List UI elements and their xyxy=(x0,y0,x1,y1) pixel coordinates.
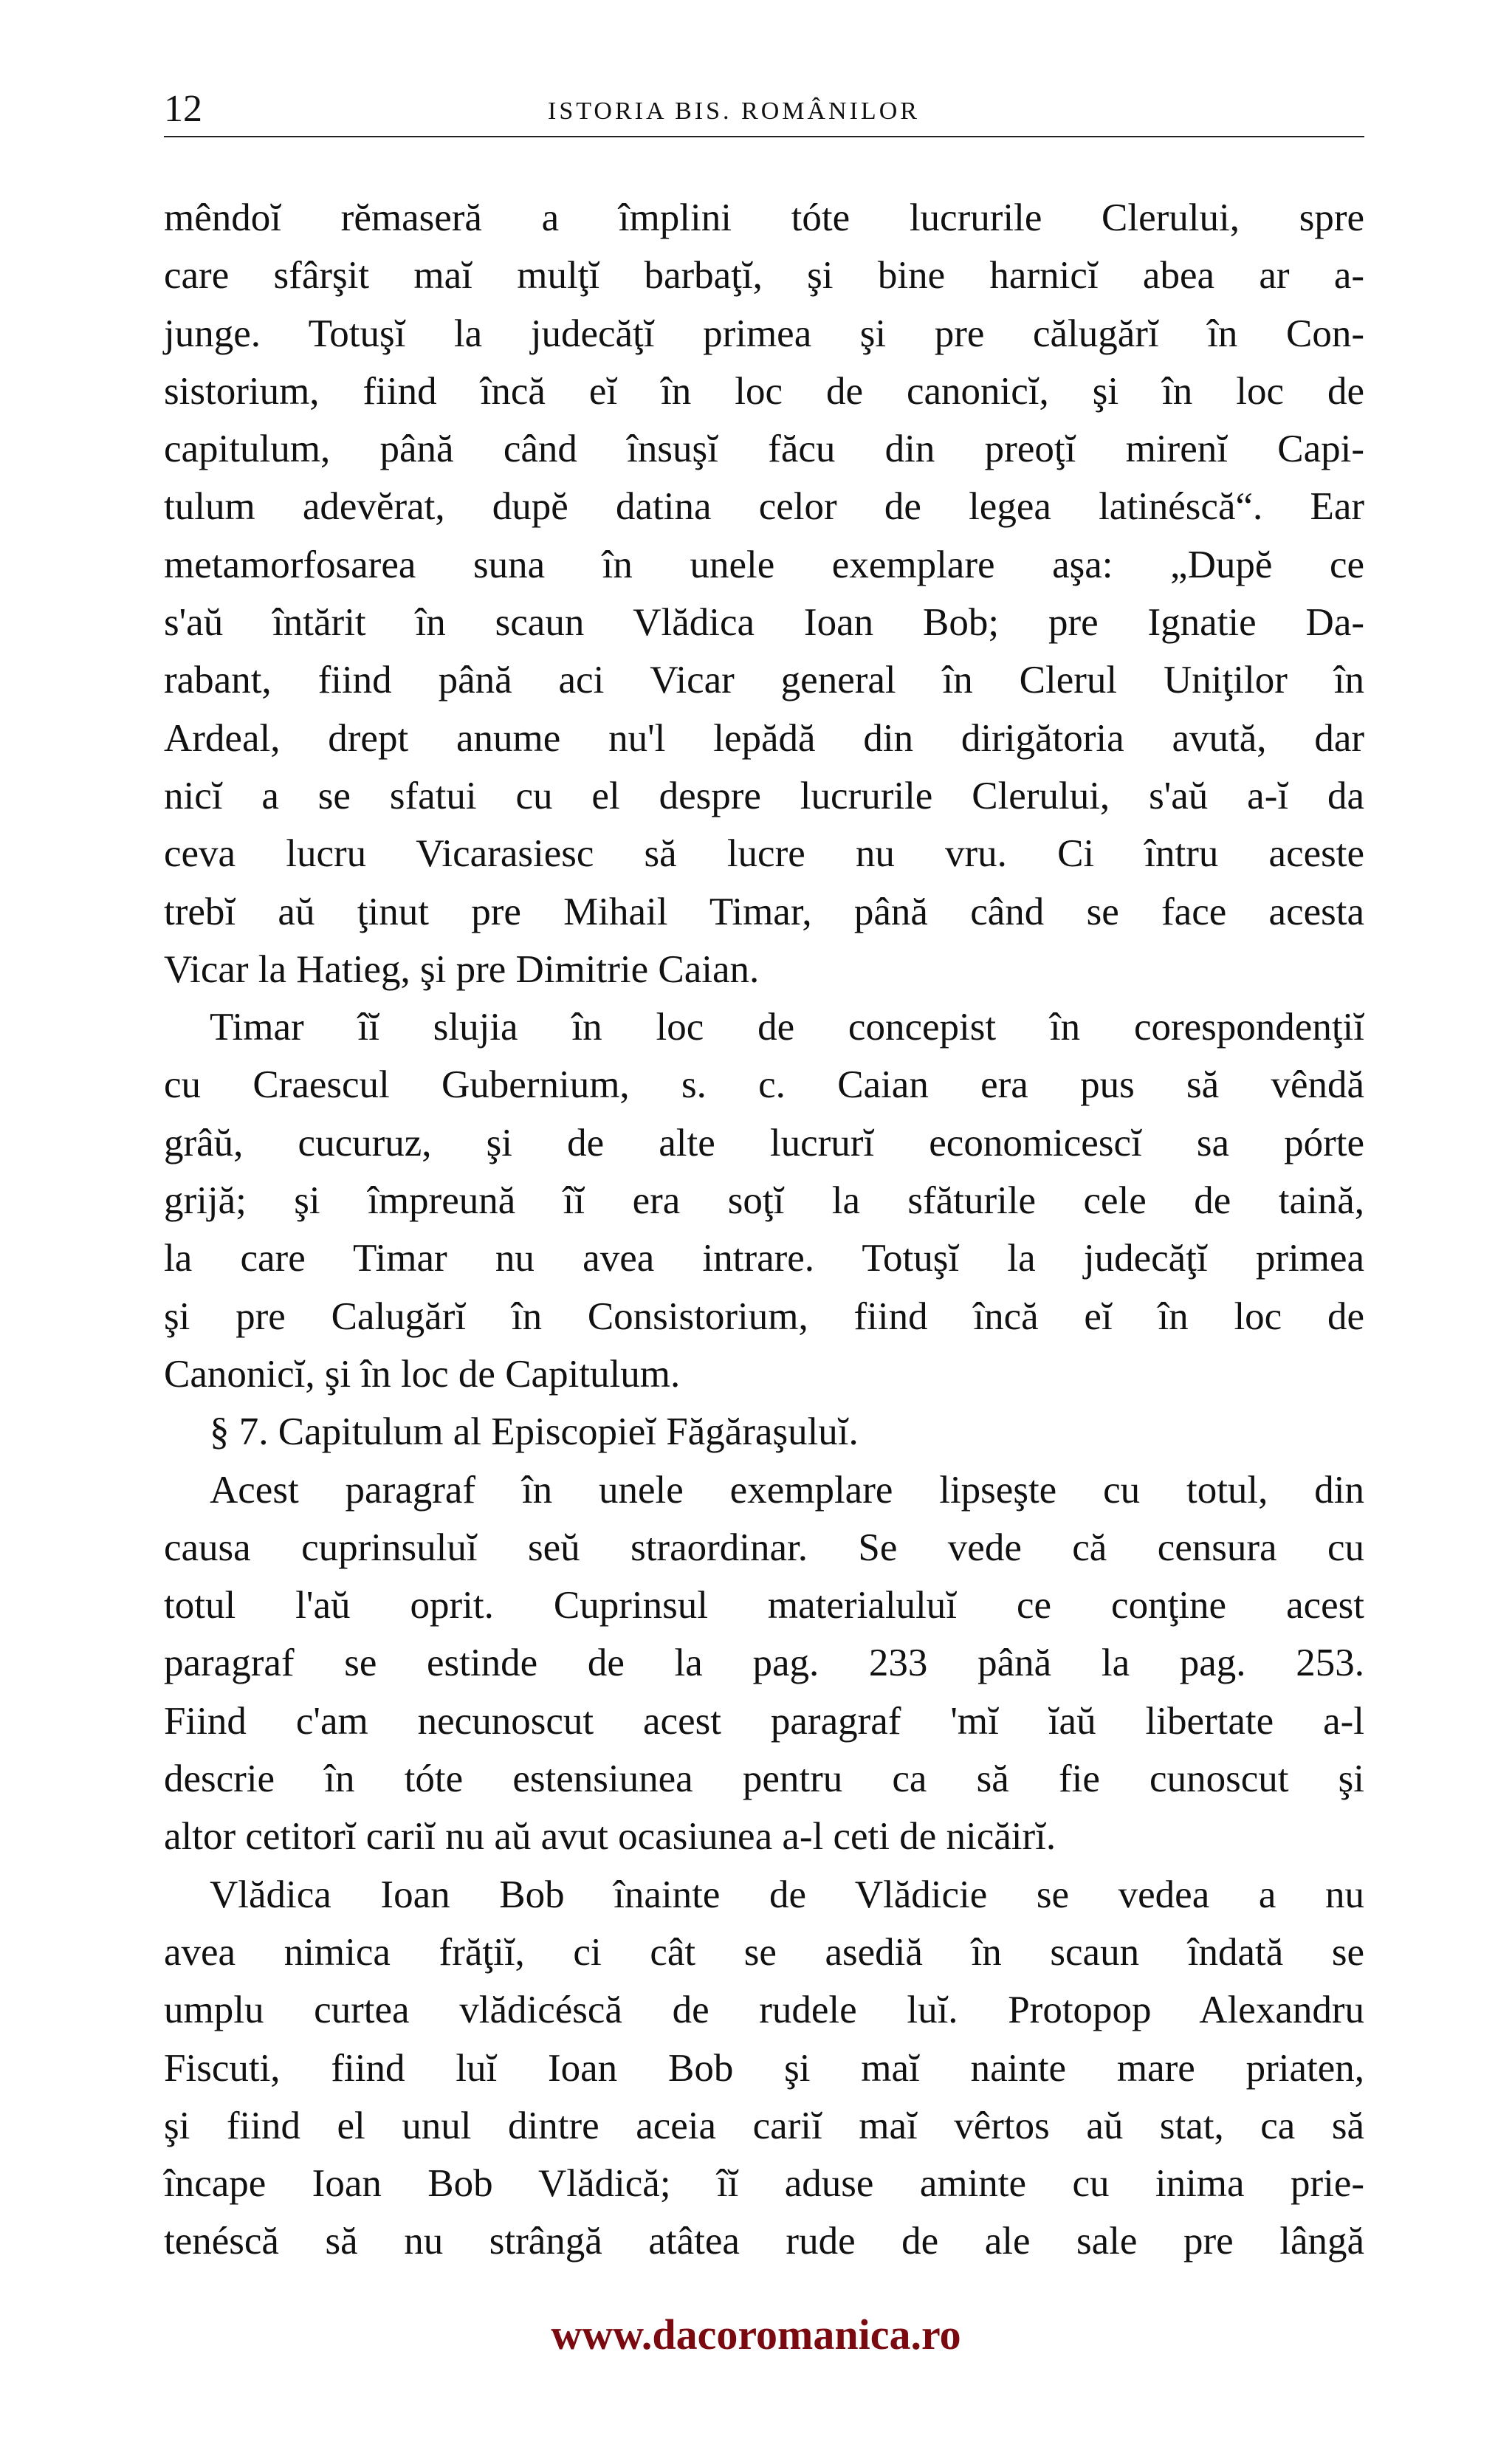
text-line: Vlădica Ioan Bob înainte de Vlădicie se vedea a nu xyxy=(210,1873,1364,1916)
body-text xyxy=(164,189,1364,2271)
section-heading: § 7. Capitulum al Episcopieĭ Făgăraşuluĭ. xyxy=(210,1410,859,1454)
text-line: şi fiind el unul dintre aceia cariĭ maĭ vêrtos aŭ stat, ca să xyxy=(164,2104,1364,2147)
text-line: paragraf se estinde de la pag. 233 până la pag. 253. xyxy=(164,1642,1364,1685)
text-line: care sfârşit maĭ mulţĭ barbaţĭ, şi bine harnicĭ abea ar a- xyxy=(164,254,1364,298)
text-line: şi pre Calugărĭ în Consistorium, fiind încă eĭ în loc de xyxy=(164,1294,1364,1338)
text-line: Vicar la Hatieg, şi pre Dimitrie Caian. xyxy=(164,947,760,991)
text-line: trebĭ aŭ ţinut pre Mihail Timar, până când se face acesta xyxy=(164,890,1364,933)
text-line: mêndoĭ rĕmaseră a împlini tóte lucrurile Clerului, spre xyxy=(164,196,1364,239)
text-line: umplu curtea vlădicéscă de rudele luĭ. Protopop Alexandru xyxy=(164,1989,1364,2032)
text-line: avea nimica frăţiĭ, ci cât se asediă în scaun îndată se xyxy=(164,1930,1364,1974)
watermark-link[interactable]: www.dacoromanica.ro xyxy=(551,2311,961,2359)
text-line: rabant, fiind până aci Vicar general în Clerul Uniţilor în xyxy=(164,659,1364,702)
text-line: Canonicĭ, şi în loc de Capitulum. xyxy=(164,1352,681,1396)
text-line: descrie în tóte estensiunea pentru ca să fie cunoscut şi xyxy=(164,1757,1364,1801)
text-line: tenéscă să nu strângă atâtea rude de ale sale pre lângă xyxy=(164,2220,1364,2263)
page-number: 12 xyxy=(164,88,202,130)
text-line: încape Ioan Bob Vlădică; îĭ aduse aminte cu inima prie- xyxy=(164,2162,1364,2206)
text-line: Ardeal, drept anume nu'l lepădă din dirigătoria avută, dar xyxy=(164,716,1364,760)
text-line: ceva lucru Vicarasiesc să lucre nu vru. Ci întru aceste xyxy=(164,832,1364,876)
header-rule xyxy=(164,136,1364,137)
text-line: junge. Totuşĭ la judecăţĭ primea şi pre călugărĭ în Con- xyxy=(164,312,1364,355)
text-line: s'aŭ întărit în scaun Vlădica Ioan Bob; pre Ignatie Da- xyxy=(164,601,1364,645)
text-line: grijă; şi împreună îĭ era soţĭ la sfăturile cele de taină, xyxy=(164,1179,1364,1223)
running-title: ISTORIA BIS. ROMÂNILOR xyxy=(548,97,920,125)
text-line: la care Timar nu avea intrare. Totuşĭ la judecăţĭ primea xyxy=(164,1237,1364,1280)
text-line: Fiind c'am necunoscut acest paragraf 'mĭ ĭaŭ libertate a-l xyxy=(164,1699,1364,1743)
text-line: cu Craescul Gubernium, s. c. Caian era pus să vêndă xyxy=(164,1063,1364,1107)
text-line: sistorium, fiind încă eĭ în loc de canonicĭ, şi în loc de xyxy=(164,369,1364,413)
text-line: Timar îĭ slujia în loc de concepist în corespondenţiĭ xyxy=(210,1006,1364,1049)
text-line: Acest paragraf în unele exemplare lipseşte cu totul, din xyxy=(210,1468,1364,1512)
text-line: Fiscuti, fiind luĭ Ioan Bob şi maĭ nainte mare priaten, xyxy=(164,2046,1364,2090)
text-line: causa cuprinsuluĭ seŭ straordinar. Se vede că censura cu xyxy=(164,1526,1364,1569)
text-line: altor cetitorĭ cariĭ nu aŭ avut ocasiunea a-l ceti de nicăirĭ. xyxy=(164,1815,1056,1859)
page-header xyxy=(164,87,1364,134)
text-line: tulum adevĕrat, dupĕ datina celor de legea latinéscă“. Ear xyxy=(164,485,1364,529)
text-line: grâŭ, cucuruz, şi de alte lucrurĭ economicescĭ sa pórte xyxy=(164,1121,1364,1164)
text-line: metamorfosarea suna în unele exemplare aşa: „Dupĕ ce xyxy=(164,543,1364,586)
text-line: totul l'aŭ oprit. Cuprinsul materialuluĭ ce conţine acest xyxy=(164,1584,1364,1627)
text-line: nicĭ a se sfatui cu el despre lucrurile Clerului, s'aŭ a-ĭ da xyxy=(164,774,1364,817)
text-line: capitulum, până când însuşĭ făcu din preoţĭ mirenĭ Capi- xyxy=(164,428,1364,471)
